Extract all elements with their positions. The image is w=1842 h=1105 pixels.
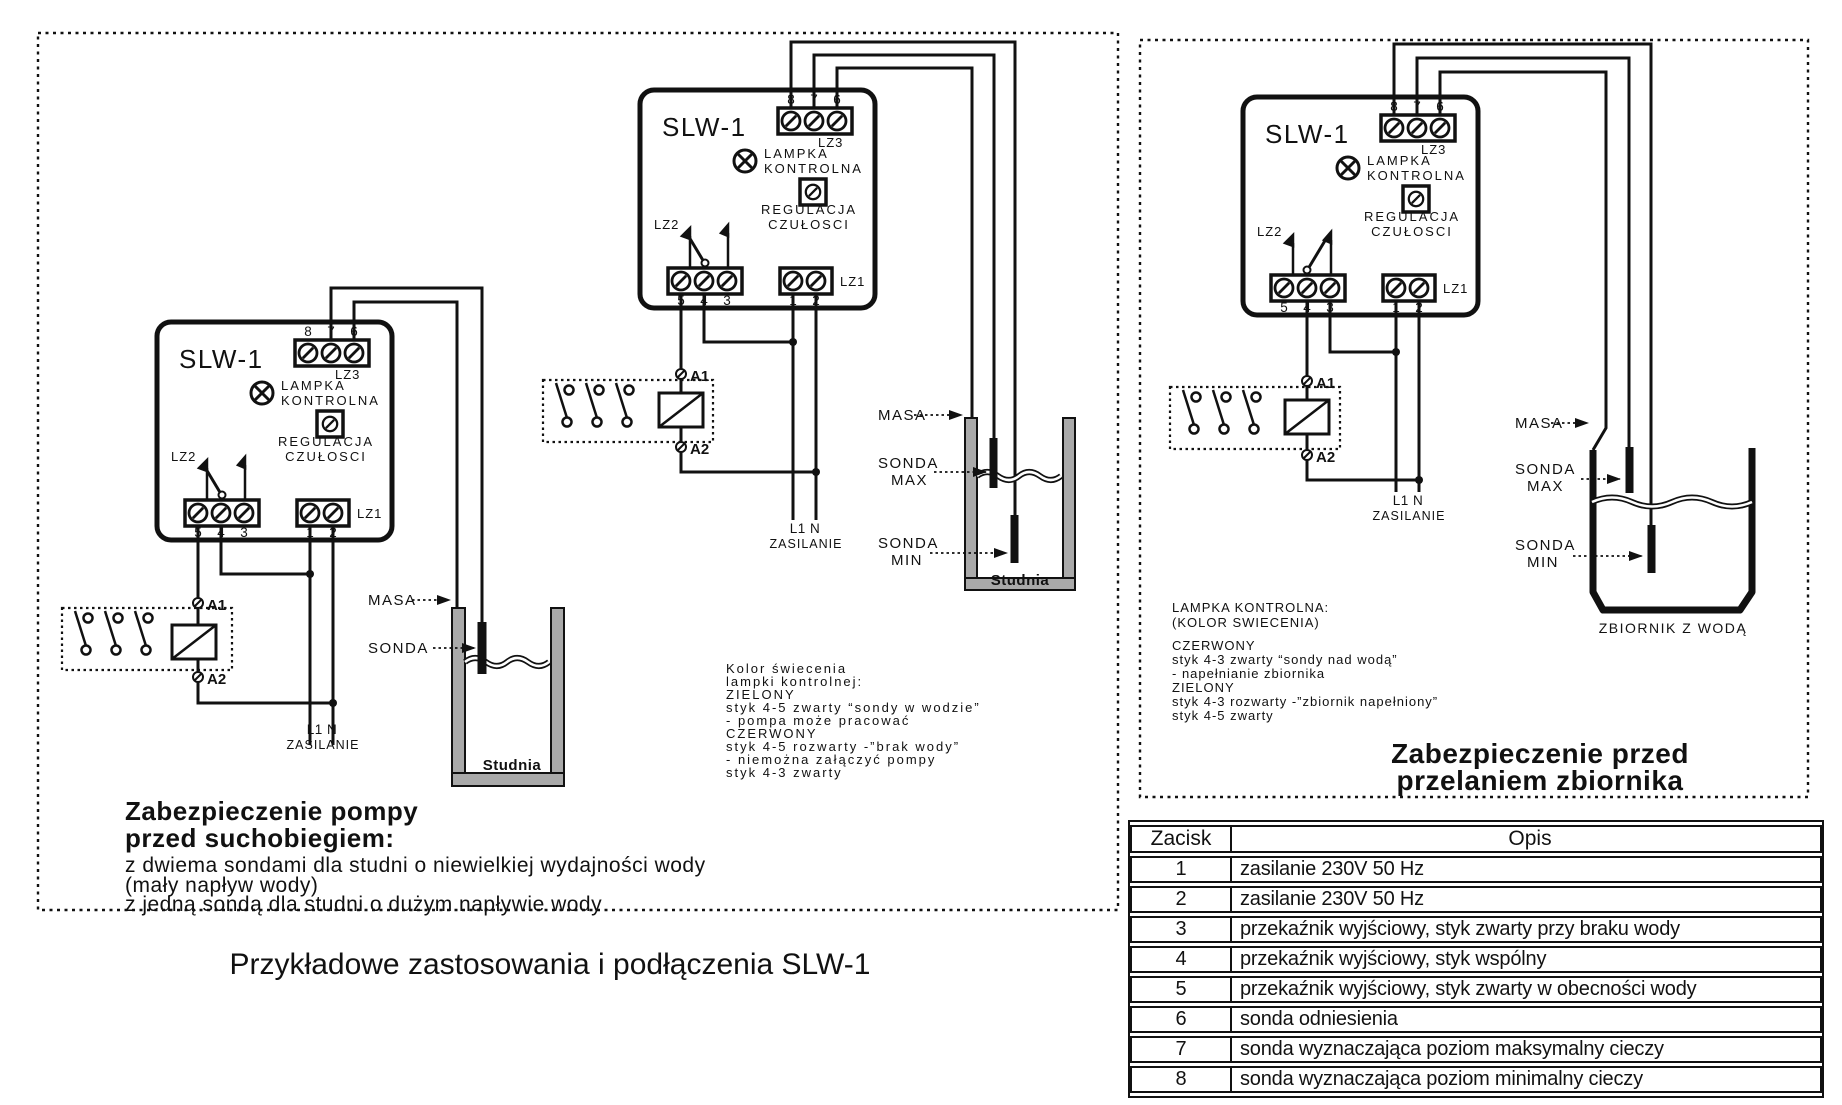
terminal-no: 3 [1130,916,1232,943]
terminal-number: 7 [327,324,335,339]
lz3-label: LZ3 [335,367,361,382]
unit-title: SLW-1 [1265,119,1350,149]
right-note-block [1172,600,1438,723]
a1-label: A1 [1316,375,1336,392]
slw1-unit-right [1243,97,1478,315]
note-line: LAMPKA KONTROLNA: [1172,600,1330,615]
note-line: styk 4-3 zwarty [726,765,843,780]
screw-terminal-icon [345,344,363,362]
indicator-lamp-icon [1337,157,1359,179]
sonda-min-label: SONDA [1515,537,1576,554]
probe-electrode-min [1648,525,1656,573]
well-label: Studnia [990,572,1050,589]
screw-terminal-icon [782,112,800,130]
table-header-zacisk: Zacisk [1130,825,1232,853]
left-note-line: z jedną sondą dla studni o dużym napływie wody [125,893,603,916]
a1-label: A1 [690,368,710,385]
slw1-unit-left [157,322,392,540]
unit-title: SLW-1 [662,112,747,142]
terminal-number: 6 [350,324,358,339]
note-line: CZERWONY [726,726,818,741]
terminal-desc: zasilanie 230V 50 Hz [1232,856,1822,883]
supply-label: ZASILANIE [1372,509,1446,523]
sonda-max-label: MAX [891,472,929,489]
middle-relay [543,368,713,458]
relay-contact-icon [135,611,153,655]
note-line: - napełnianie zbiornika [1172,666,1326,681]
relay-contact-icon [1183,390,1201,434]
table-row [1130,1036,1822,1063]
l1n-label: L1 N [306,722,338,737]
terminal-number: 1 [306,525,314,540]
lamp-label: LAMPKA [1367,153,1432,168]
screw-terminal-icon [323,417,337,431]
note-line: styk 4-3 rozwarty -”zbiornik napełniony” [1172,694,1439,709]
right-heading: przelaniem zbiornika [1396,765,1684,796]
terminal-number: 7 [1413,99,1421,114]
relay-contact-icon [616,383,634,427]
terminal-number: 8 [304,324,312,339]
a2-terminal-icon [676,442,686,452]
lz1-label: LZ1 [1443,281,1469,296]
a2-terminal-icon [1302,450,1312,460]
terminal-desc: sonda odniesienia [1232,1006,1822,1033]
lz2-label: LZ2 [654,217,680,232]
screw-terminal-icon [189,504,207,522]
left-relay [62,597,232,688]
screw-terminal-icon [1408,119,1426,137]
relay-contact-icon [556,383,574,427]
sonda-min-label: MIN [891,552,923,569]
terminal-no: 4 [1130,946,1232,973]
relay-coil-icon [172,625,216,659]
left-note-line: z dwiema sondami dla studni o niewielkiej wydajności wody [125,854,706,877]
terminal-number: 5 [194,525,202,540]
note-line: Kolor świecenia [726,661,848,676]
screw-terminal-icon [1275,279,1293,297]
sonda-max-label: SONDA [878,455,939,472]
terminal-number: 2 [1415,300,1423,315]
note-line: styk 4-5 rozwarty -”brak wody” [726,739,961,754]
lz2-label: LZ2 [171,449,197,464]
terminal-no: 7 [1130,1036,1232,1063]
table-header-row [1130,825,1822,853]
relay-contact-icon [105,611,123,655]
terminal-no: 2 [1130,886,1232,913]
sonda-max-label: MAX [1527,478,1565,495]
unit-title: SLW-1 [179,344,264,374]
screw-terminal-icon [672,272,690,290]
masa-label: MASA [1515,415,1564,432]
left-heading: Zabezpieczenie pompy [125,796,419,826]
sonda-max-label: SONDA [1515,461,1576,478]
lamp-label: KONTROLNA [281,393,380,408]
lz3-label: LZ3 [1421,142,1447,157]
note-line: - niemożna załączyć pompy [726,752,937,767]
terminal-no: 8 [1130,1066,1232,1093]
sonda-min-label: MIN [1527,554,1559,571]
screw-terminal-icon [1387,279,1405,297]
table-row [1130,946,1822,973]
screw-terminal-icon [807,272,825,290]
sensitivity-label: CZUŁOSCI [285,449,367,464]
terminal-desc: przekaźnik wyjściowy, styk zwarty przy braku wody [1232,916,1822,943]
table-row [1130,916,1822,943]
note-line: - pompa może pracować [726,713,911,728]
terminal-no: 6 [1130,1006,1232,1033]
lamp-label: LAMPKA [764,146,829,161]
screw-terminal-icon [805,112,823,130]
terminal-number: 4 [700,293,708,308]
sensitivity-label: REGULACJA [760,202,858,217]
terminal-no: 1 [1130,856,1232,883]
table-row [1130,856,1822,883]
sensitivity-label: REGULACJA [1363,209,1461,224]
right-heading: Zabezpieczenie przed [1391,738,1689,769]
note-line: lampki kontrolnej: [726,674,864,689]
well-middle [965,418,1075,590]
note-line: styk 4-5 zwarty [1172,708,1274,723]
terminal-number: 8 [787,92,795,107]
a1-terminal-icon [1302,376,1312,386]
supply-label: ZASILANIE [769,537,843,551]
sensitivity-label: CZUŁOSCI [1371,224,1453,239]
screw-terminal-icon [695,272,713,290]
screw-terminal-icon [784,272,802,290]
screw-terminal-icon [1410,279,1428,297]
note-line: styk 4-3 zwarty “sondy nad wodą” [1172,652,1398,667]
lamp-label: KONTROLNA [764,161,863,176]
screw-terminal-icon [806,185,820,199]
table-row [1130,1066,1822,1093]
screw-terminal-icon [299,344,317,362]
a1-terminal-icon [676,369,686,379]
screw-terminal-icon [718,272,736,290]
left-heading: przed suchobiegiem: [125,823,395,853]
well-label: Studnia [482,757,542,774]
table-row [1130,1006,1822,1033]
table-row [1130,886,1822,913]
a2-label: A2 [690,441,710,458]
terminal-number: 6 [1436,99,1444,114]
sensitivity-label: CZUŁOSCI [768,217,850,232]
tank-label: ZBIORNIK Z WODĄ [1598,620,1748,636]
well-left [452,608,564,786]
l1n-label: L1 N [1392,493,1424,508]
lz3-label: LZ3 [818,135,844,150]
lamp-label: LAMPKA [281,378,346,393]
terminal-number: 1 [1392,300,1400,315]
terminal-number: 3 [723,293,731,308]
terminal-number: 7 [810,92,818,107]
sensitivity-label: REGULACJA [277,434,375,449]
probe-electrode-min [1011,515,1019,563]
note-line: ZIELONY [1172,680,1235,695]
a1-label: A1 [207,597,227,614]
supply-label: ZASILANIE [286,738,360,752]
left-note-line: (mały napływ wody) [125,874,319,897]
terminal-desc: przekaźnik wyjściowy, styk wspólny [1232,946,1822,973]
relay-contact-icon [586,383,604,427]
table-row [1130,976,1822,1003]
terminal-desc: sonda wyznaczająca poziom maksymalny cieczy [1232,1036,1822,1063]
sonda-label: SONDA [368,640,429,657]
screw-terminal-icon [1409,192,1423,206]
water-tank [1592,447,1752,636]
probe-electrode-max [990,438,998,488]
note-line: styk 4-5 zwarty “sondy w wodzie” [726,700,981,715]
table-header-opis: Opis [1232,825,1822,853]
relay-contact-icon [75,611,93,655]
screw-terminal-icon [301,504,319,522]
terminal-number: 1 [789,293,797,308]
masa-label: MASA [368,592,417,609]
terminal-table [1128,820,1824,1098]
relay-coil-icon [1285,400,1329,434]
lz1-label: LZ1 [840,274,866,289]
terminal-number: 8 [1390,99,1398,114]
middle-note-block [726,661,981,780]
screw-terminal-icon [212,504,230,522]
screw-terminal-icon [322,344,340,362]
note-line: ZIELONY [726,687,796,702]
terminal-no: 5 [1130,976,1232,1003]
relay-contact-icon [1243,390,1261,434]
terminal-number: 3 [240,525,248,540]
probe-electrode-max [1626,447,1634,493]
terminal-number: 3 [1326,300,1334,315]
terminal-desc: przekaźnik wyjściowy, styk zwarty w obecności wody [1232,976,1822,1003]
right-relay [1170,375,1340,466]
a1-terminal-icon [193,598,203,608]
a2-label: A2 [207,671,227,688]
relay-coil-icon [659,393,703,427]
screw-terminal-icon [828,112,846,130]
terminal-number: 2 [329,525,337,540]
l1n-label: L1 N [789,521,821,536]
terminal-number: 4 [217,525,225,540]
a2-terminal-icon [193,672,203,682]
page-caption: Przykładowe zastosowania i podłączenia SLW-1 [229,948,871,981]
lz1-label: LZ1 [357,506,383,521]
terminal-number: 5 [677,293,685,308]
probe-electrode [478,622,487,674]
note-line: CZERWONY [1172,638,1256,653]
screw-terminal-icon [1298,279,1316,297]
slw1-unit-middle [640,90,875,308]
terminal-number: 6 [833,92,841,107]
left-note-block [125,796,706,916]
terminal-number: 2 [812,293,820,308]
indicator-lamp-icon [251,382,273,404]
screw-terminal-icon [1431,119,1449,137]
indicator-lamp-icon [734,150,756,172]
lz2-label: LZ2 [1257,224,1283,239]
screw-terminal-icon [235,504,253,522]
screw-terminal-icon [1385,119,1403,137]
masa-label: MASA [878,407,927,424]
note-line: (KOLOR SWIECENIA) [1172,615,1320,630]
terminal-number: 5 [1280,300,1288,315]
screw-terminal-icon [1321,279,1339,297]
a2-label: A2 [1316,449,1336,466]
terminal-desc: zasilanie 230V 50 Hz [1232,886,1822,913]
lamp-label: KONTROLNA [1367,168,1466,183]
screw-terminal-icon [324,504,342,522]
relay-contact-icon [1213,390,1231,434]
terminal-number: 4 [1303,300,1311,315]
terminal-desc: sonda wyznaczająca poziom minimalny cieczy [1232,1066,1822,1093]
sonda-min-label: SONDA [878,535,939,552]
